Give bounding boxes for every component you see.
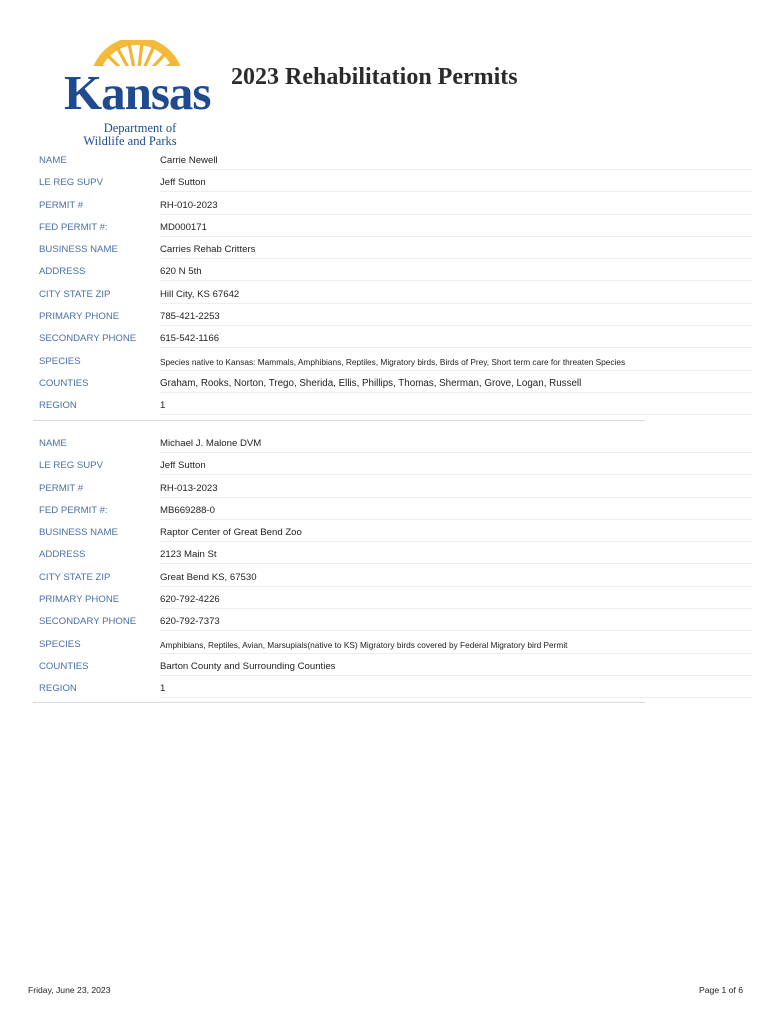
field-label: SPECIES <box>39 355 81 367</box>
field-label: PERMIT # <box>39 199 84 211</box>
field-value: 620-792-4226 <box>160 589 752 609</box>
field-label: PERMIT # <box>39 482 84 494</box>
field-value: 2123 Main St <box>160 544 752 564</box>
field-label: SECONDARY PHONE <box>39 333 137 345</box>
field-value: Species native to Kansas: Mammals, Amphibians, Reptiles, Migratory birds, Birds of Prey, Short term care for threaten Species <box>160 351 752 371</box>
field-value: Graham, Rooks, Norton, Trego, Sherida, Ellis, Phillips, Thomas, Sherman, Grove, Logan, Russell <box>160 373 752 393</box>
footer-page-number: Page 1 of 6 <box>699 985 743 995</box>
field-value: Amphibians, Reptiles, Avian, Marsupials(native to KS) Migratory birds covered by Federal Migratory bird Permit <box>160 634 752 654</box>
field-label: COUNTIES <box>39 660 89 672</box>
record-divider <box>33 420 645 421</box>
field-label: LE REG SUPV <box>39 177 103 189</box>
field-value: 1 <box>160 678 752 698</box>
field-value: 1 <box>160 395 752 415</box>
field-label: REGION <box>39 400 77 412</box>
field-label: NAME <box>39 155 67 166</box>
field-label: CITY STATE ZIP <box>39 288 111 300</box>
field-label: BUSINESS NAME <box>39 244 118 256</box>
field-value: RH-013-2023 <box>160 478 752 498</box>
field-label: COUNTIES <box>39 377 89 389</box>
field-label: ADDRESS <box>39 549 86 561</box>
record-divider <box>33 702 645 703</box>
field-value: Carrie Newell <box>160 150 752 170</box>
field-label: PRIMARY PHONE <box>39 594 120 606</box>
field-label: FED PERMIT #: <box>39 221 108 233</box>
field-value: Raptor Center of Great Bend Zoo <box>160 522 752 542</box>
field-label: FED PERMIT #: <box>39 504 108 516</box>
logo-dept-line1: Department of <box>103 121 177 135</box>
field-value: Carries Rehab Critters <box>160 239 752 259</box>
document-title: 2023 Rehabilitation Permits <box>231 64 518 90</box>
field-value: RH-010-2023 <box>160 195 752 215</box>
field-label: SPECIES <box>39 638 81 650</box>
field-value: Michael J. Malone DVM <box>160 433 752 453</box>
field-value: Barton County and Surrounding Counties <box>160 656 752 676</box>
field-value: 615-542-1166 <box>160 328 752 348</box>
field-value: Great Bend KS, 67530 <box>160 567 752 587</box>
field-value: Jeff Sutton <box>160 172 752 192</box>
field-label: REGION <box>39 683 77 695</box>
field-value: 620-792-7373 <box>160 611 752 631</box>
field-label: SECONDARY PHONE <box>39 616 137 628</box>
field-value: Jeff Sutton <box>160 455 752 475</box>
field-label: NAME <box>39 438 67 449</box>
field-value: Hill City, KS 67642 <box>160 284 752 304</box>
field-label: ADDRESS <box>39 266 86 278</box>
logo-wordmark: Kansas <box>64 65 211 120</box>
field-value: MD000171 <box>160 217 752 237</box>
field-value: MB669288-0 <box>160 500 752 520</box>
logo-dept-line2: Wildlife and Parks <box>83 134 177 148</box>
kansas-wildlife-logo <box>62 40 212 148</box>
field-label: BUSINESS NAME <box>39 527 118 539</box>
field-label: CITY STATE ZIP <box>39 571 111 583</box>
field-label: LE REG SUPV <box>39 460 103 472</box>
field-value: 620 N 5th <box>160 261 752 281</box>
footer-date: Friday, June 23, 2023 <box>28 985 111 995</box>
field-value: 785-421-2253 <box>160 306 752 326</box>
field-label: PRIMARY PHONE <box>39 311 120 323</box>
